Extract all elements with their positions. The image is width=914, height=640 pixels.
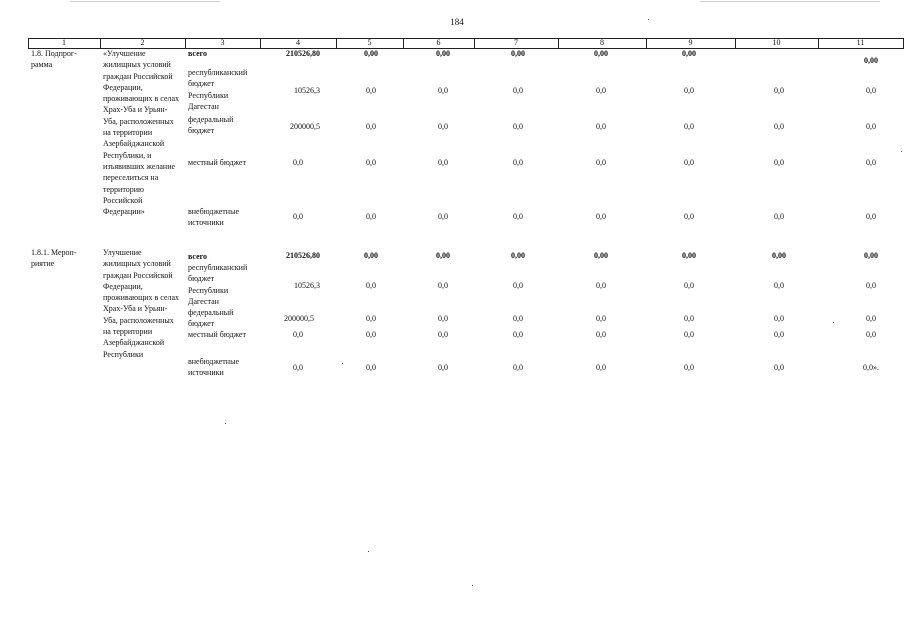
section2-code-line: риятие [31,259,55,269]
section2-republican-col9: 0,0 [684,281,694,290]
section1-title [103,48,179,217]
section1-extrabudget-col11: 0,0 [866,212,876,221]
scan-artifact-dot [342,363,343,364]
section2-total-col7: 0,00 [511,251,525,260]
section1-title-line: территорию [103,184,144,194]
column-number-11: 11 [856,38,865,47]
section1-title-line: Азербайджанской [103,139,165,149]
section2-federal-col4: 200000,5 [284,314,314,323]
section1-local-col9: 0,0 [684,158,694,167]
section1-federal-col9: 0,0 [684,122,694,131]
source-line: республиканский [188,68,248,77]
section1-code-line: рамма [31,60,53,70]
section1-extrabudget-col10: 0,0 [774,212,784,221]
section2-extrabudget-col8: 0,0 [596,363,606,372]
source-line: бюджет [188,79,215,89]
section2-federal-col11: 0,0 [866,314,876,323]
section2-title-line: Федерации, [103,281,143,291]
scan-artifact-line [70,1,220,2]
section2-title-line: на территории [103,327,153,337]
source-line: источники [188,218,224,228]
section1-local-col11: 0,0 [866,158,876,167]
section1-code-line: 1.8. Подпрог- [31,49,77,58]
scan-artifact-dot [648,19,649,20]
column-number-3: 3 [220,38,225,47]
section2-title-line: Республики [103,349,144,359]
section1-local-col7: 0,0 [513,158,523,167]
section1-title-line: проживающих в селах [103,94,180,104]
source-line: республиканский [188,263,248,272]
section1-total-col7: 0,00 [511,49,525,58]
section2-local-col7: 0,0 [513,330,523,339]
section2-title-line: Храх-Уба и Урьян- [103,304,168,314]
section1-source-republican [188,67,247,112]
section1-total-col8: 0,00 [594,49,608,58]
section1-federal-col5: 0,0 [366,122,376,131]
section1-title-line: на территории [103,128,153,138]
section2-title-line: Азербайджанской [103,338,165,348]
source-line: источники [188,368,224,378]
scan-artifact-line [700,1,880,2]
section1-title-line: Федерации, [103,82,143,92]
section2-title-line: жилищных условий [103,259,171,269]
section1-title-line: изъявивших желание [103,161,176,171]
section2-extrabudget-col10: 0,0 [774,363,784,372]
section2-federal-col7: 0,0 [513,314,523,323]
section1-total-col9: 0,00 [682,49,696,58]
section1-total-col4: 210526,80 [286,49,320,58]
section2-federal-col8: 0,0 [596,314,606,323]
section1-title-line: жилищных условий [103,60,171,70]
section1-local-col6: 0,0 [438,158,448,167]
section2-total-col10: 0,00 [772,251,786,260]
section1-source-federal [188,114,233,137]
section1-total-col5: 0,00 [364,49,378,58]
column-number-2: 2 [140,38,145,47]
section2-source-local: местный бюджет [188,330,246,339]
column-number-1: 1 [62,38,66,47]
column-number-8: 8 [600,38,604,47]
section1-total-col6: 0,00 [436,49,450,58]
section1-local-col8: 0,0 [596,158,606,167]
section2-federal-col10: 0,0 [774,314,784,323]
section1-extrabudget-col8: 0,0 [596,212,606,221]
scan-artifact-dot [833,322,834,323]
section2-total-col5: 0,00 [364,251,378,260]
section1-republican-col4: 10526,3 [294,86,320,95]
section1-code [31,48,77,71]
source-line: федеральный [188,115,234,124]
section2-title-line: Улучшение [103,248,142,257]
source-line: Республики [188,90,229,100]
section1-title-line: Храх-Уба и Урьян- [103,105,168,115]
section2-extrabudget-col5: 0,0 [366,363,376,372]
section1-federal-col8: 0,0 [596,122,606,131]
section1-title-line: переселиться на [103,173,159,183]
column-number-4: 4 [296,38,300,47]
source-line: Дагестан [188,296,219,306]
section2-source-republican [188,262,247,307]
section2-republican-col5: 0,0 [366,281,376,290]
section2-title-line: граждан Российской [103,270,173,280]
section1-republican-col6: 0,0 [438,86,448,95]
section1-republican-col5: 0,0 [366,86,376,95]
section2-extrabudget-col7: 0,0 [513,363,523,372]
section2-source-federal [188,307,233,330]
section2-extrabudget-col4: 0,0 [293,363,303,372]
section2-source-extrabudget [188,356,239,379]
section1-local-col4: 0,0 [293,158,303,167]
scan-artifact-dot [368,551,369,552]
column-number-7: 7 [514,38,518,47]
section2-total-col9: 0,00 [682,251,696,260]
source-line: федеральный [188,308,234,317]
section1-source-local: местный бюджет [188,158,246,167]
section1-extrabudget-col7: 0,0 [513,212,523,221]
section2-title-line: Уба, расположенных [103,315,174,325]
source-line: внебюджетные [188,357,239,366]
section1-republican-col9: 0,0 [684,86,694,95]
section2-total-col6: 0,00 [436,251,450,260]
section1-republican-col10: 0,0 [774,86,784,95]
section2-title [103,247,179,360]
section2-total-col11: 0,00 [864,251,878,260]
column-number-6: 6 [436,38,441,47]
scan-artifact-dot [225,423,226,424]
section2-republican-col7: 0,0 [513,281,523,290]
section1-title-line: «Улучшение [103,49,146,58]
source-line: внебюджетные [188,207,239,216]
section1-republican-col7: 0,0 [513,86,523,95]
section1-title-line: Уба, расположенных [103,116,174,126]
source-line: бюджет [188,126,215,136]
column-number-5: 5 [367,38,372,47]
section2-extrabudget-col6: 0,0 [438,363,448,372]
source-line: бюджет [188,274,215,284]
section1-republican-col8: 0,0 [596,86,606,95]
section1-local-col5: 0,0 [366,158,376,167]
section2-local-col11: 0,0 [866,330,876,339]
section2-title-line: проживающих в селах [103,293,180,303]
section1-title-line: Республики, и [103,150,152,160]
section2-local-col6: 0,0 [438,330,448,339]
section1-federal-col6: 0,0 [438,122,448,131]
section2-local-col5: 0,0 [366,330,376,339]
section1-total-col11: 0,00 [864,56,878,65]
source-line: Дагестан [188,101,219,111]
section2-local-col8: 0,0 [596,330,606,339]
section2-local-col4: 0,0 [293,330,303,339]
section1-extrabudget-col9: 0,0 [684,212,694,221]
section2-local-col10: 0,0 [774,330,784,339]
column-number-10: 10 [772,38,781,47]
scan-artifact-dot [901,151,902,152]
section1-local-col10: 0,0 [774,158,784,167]
section2-republican-col8: 0,0 [596,281,606,290]
source-line: Республики [188,285,229,295]
section1-extrabudget-col6: 0,0 [438,212,448,221]
section2-extrabudget-col11: 0,0». [863,363,879,372]
section1-source-total: всего [188,49,208,58]
section2-federal-col6: 0,0 [438,314,448,323]
section1-federal-col11: 0,0 [866,122,876,131]
section2-source-total: всего [188,252,208,261]
section1-federal-col7: 0,0 [513,122,523,131]
section1-title-line: граждан Российской [103,71,173,81]
section1-title-line: Федерации» [103,207,145,217]
section2-local-col9: 0,0 [684,330,694,339]
section2-republican-col10: 0,0 [774,281,784,290]
section1-republican-col11: 0,0 [866,86,876,95]
scan-artifact-dot [472,585,473,586]
section1-extrabudget-col5: 0,0 [366,212,376,221]
section2-extrabudget-col9: 0,0 [684,363,694,372]
section2-federal-col9: 0,0 [684,314,694,323]
section1-federal-col4: 200000,5 [290,122,320,131]
column-number-9: 9 [688,38,693,47]
section2-republican-col4: 10526,3 [294,281,320,290]
section1-source-extrabudget [188,206,239,229]
section2-republican-col6: 0,0 [438,281,448,290]
section2-republican-col11: 0,0 [866,281,876,290]
section1-title-line: Российской [103,195,143,205]
section2-total-col4: 210526,80 [286,251,320,260]
section1-federal-col10: 0,0 [774,122,784,131]
section2-code-line: 1.8.1. Мероп- [31,248,77,257]
page-number: 184 [450,17,464,27]
section2-federal-col5: 0,0 [366,314,376,323]
section1-extrabudget-col4: 0,0 [293,212,303,221]
section2-total-col8: 0,00 [594,251,608,260]
section2-code [31,247,77,270]
source-line: бюджет [188,319,215,329]
